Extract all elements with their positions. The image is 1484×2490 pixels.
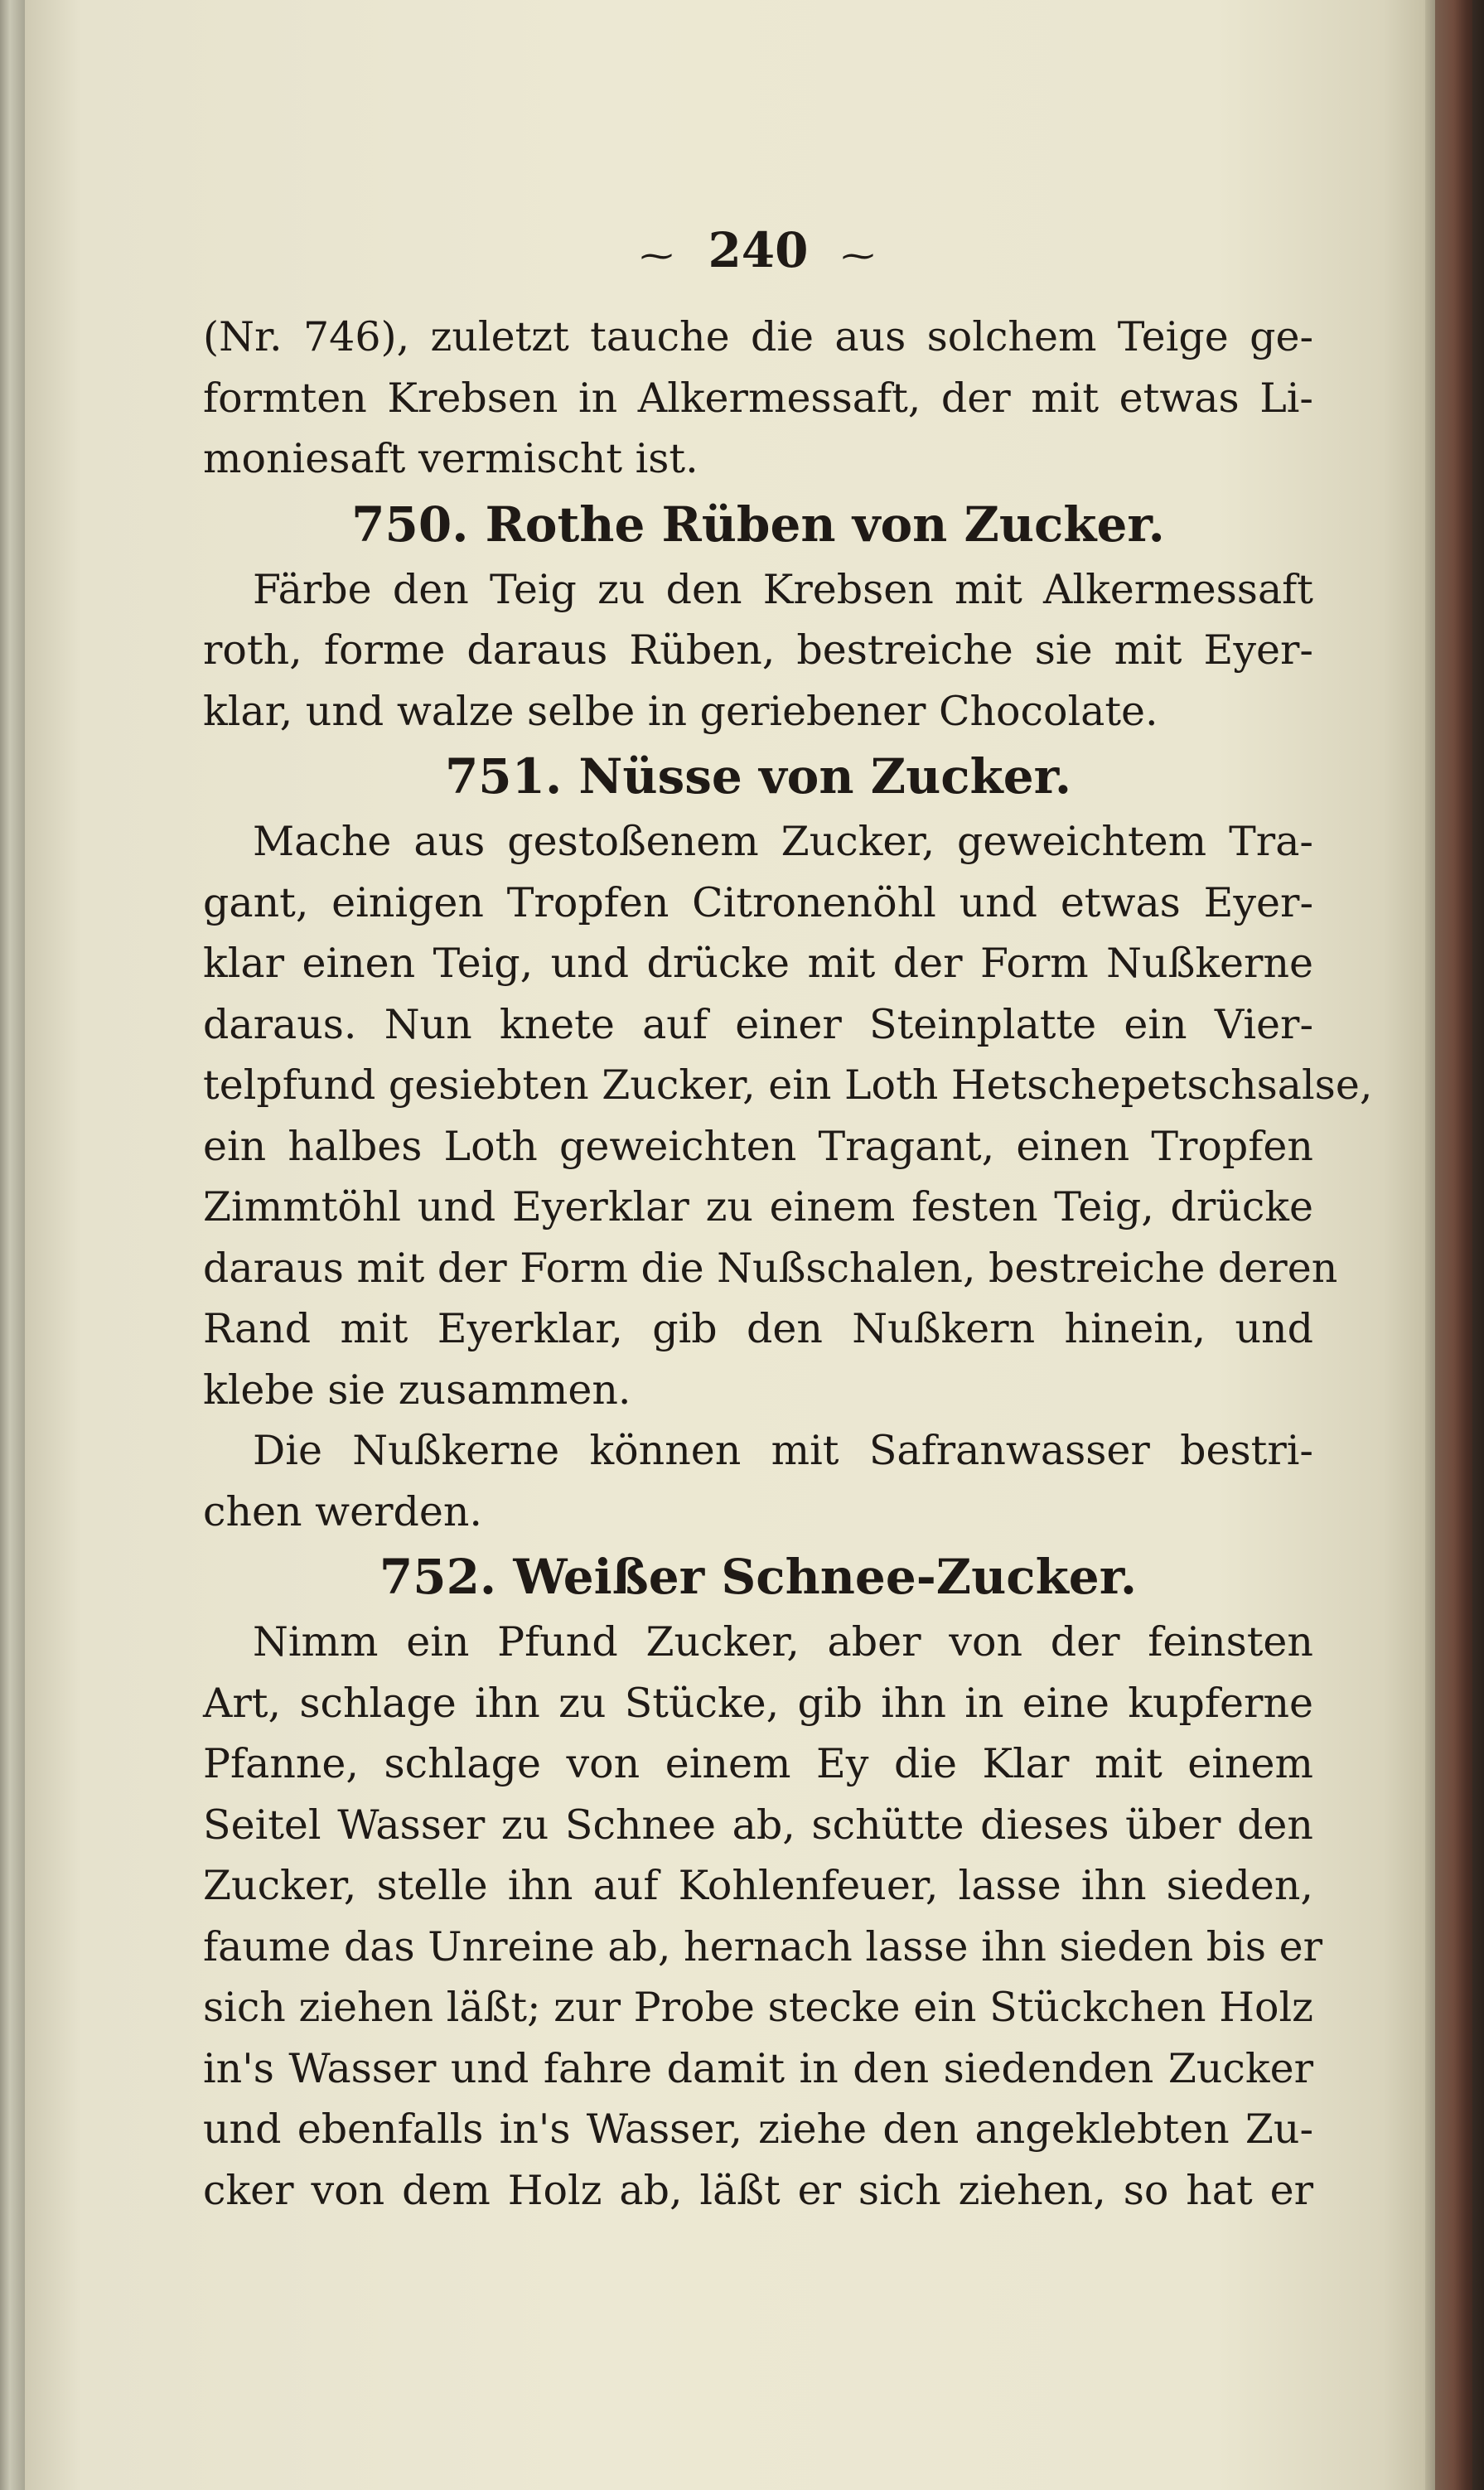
section-heading-751: 751. Nüsse von Zucker. xyxy=(444,748,1072,805)
text-line: Zimmtöhl und Eyerklar zu einem festen Teig, drücke xyxy=(203,1183,1313,1230)
text-line: formten Krebsen in Alkermessaft, der mit etwas Li- xyxy=(203,374,1313,422)
text-line: Die Nußkerne können mit Safranwasser bestri- xyxy=(253,1427,1313,1474)
text-line: gant, einigen Tropfen Citronenöhl und etwas Eyer- xyxy=(203,878,1313,926)
text-line: klar einen Teig, und drücke mit der Form Nußkerne xyxy=(203,940,1313,987)
text-line: moniesaft vermischt ist. xyxy=(203,435,698,482)
text-line: Zucker, stelle ihn auf Kohlenfeuer, lasse ihn sieden, xyxy=(203,1862,1313,1909)
text-line: Art, schlage ihn zu Stücke, gib ihn in eine kupferne xyxy=(203,1679,1313,1727)
text-line: Nimm ein Pfund Zucker, aber von der feinsten xyxy=(253,1618,1313,1666)
text-line: Seitel Wasser zu Schnee ab, schütte dieses über den xyxy=(203,1801,1313,1849)
text-line: (Nr. 746), zuletzt tauche die aus solchem Teige ge- xyxy=(203,313,1313,360)
text-line: chen werden. xyxy=(203,1487,482,1535)
page-number: 240 xyxy=(708,222,809,278)
header-ornament-right: ⁓ xyxy=(841,237,877,275)
section-heading-752: 752. Weißer Schnee-Zucker. xyxy=(379,1549,1138,1605)
text-line: Färbe den Teig zu den Krebsen mit Alkermessaft xyxy=(253,565,1313,613)
text-line: sich ziehen läßt; zur Probe stecke ein Stückchen Holz xyxy=(203,1984,1313,2031)
text-line: Pfanne, schlage von einem Ey die Klar mit einem xyxy=(203,1740,1313,1787)
text-line: Mache aus gestoßenem Zucker, geweichtem Tra- xyxy=(253,818,1313,865)
book-spine xyxy=(1425,0,1484,2490)
text-line: und ebenfalls in's Wasser, ziehe den angeklebten Zu- xyxy=(203,2106,1313,2153)
text-line: telpfund gesiebten Zucker, ein Loth Hetschepetschsalse, xyxy=(203,1061,1373,1109)
text-line: in's Wasser und fahre damit in den siedenden Zucker xyxy=(203,2044,1313,2092)
text-line: klebe sie zusammen. xyxy=(203,1366,631,1414)
text-line: daraus mit der Form die Nußschalen, bestreiche deren xyxy=(203,1244,1338,1292)
page-left-edge xyxy=(0,0,25,2490)
header-ornament-left: ⁓ xyxy=(640,237,675,275)
page-body xyxy=(203,307,1373,2221)
text-line: roth, forme daraus Rüben, bestreiche sie mit Eyer- xyxy=(203,626,1313,674)
page-header xyxy=(203,217,1313,289)
text-line: faume das Unreine ab, hernach lasse ihn sieden bis er xyxy=(203,1922,1322,1970)
text-line: daraus. Nun knete auf einer Steinplatte ein Vier- xyxy=(203,1000,1313,1048)
text-line: cker von dem Holz ab, läßt er sich ziehen, so hat er xyxy=(203,2166,1313,2214)
section-heading-750: 750. Rothe Rüben von Zucker. xyxy=(351,496,1165,553)
text-line: ein halbes Loth geweichten Tragant, einen Tropfen xyxy=(203,1122,1313,1170)
text-line: Rand mit Eyerklar, gib den Nußkern hinein, und xyxy=(203,1305,1313,1352)
spine-band xyxy=(1435,0,1472,2490)
text-line: klar, und walze selbe in geriebener Chocolate. xyxy=(203,687,1158,735)
